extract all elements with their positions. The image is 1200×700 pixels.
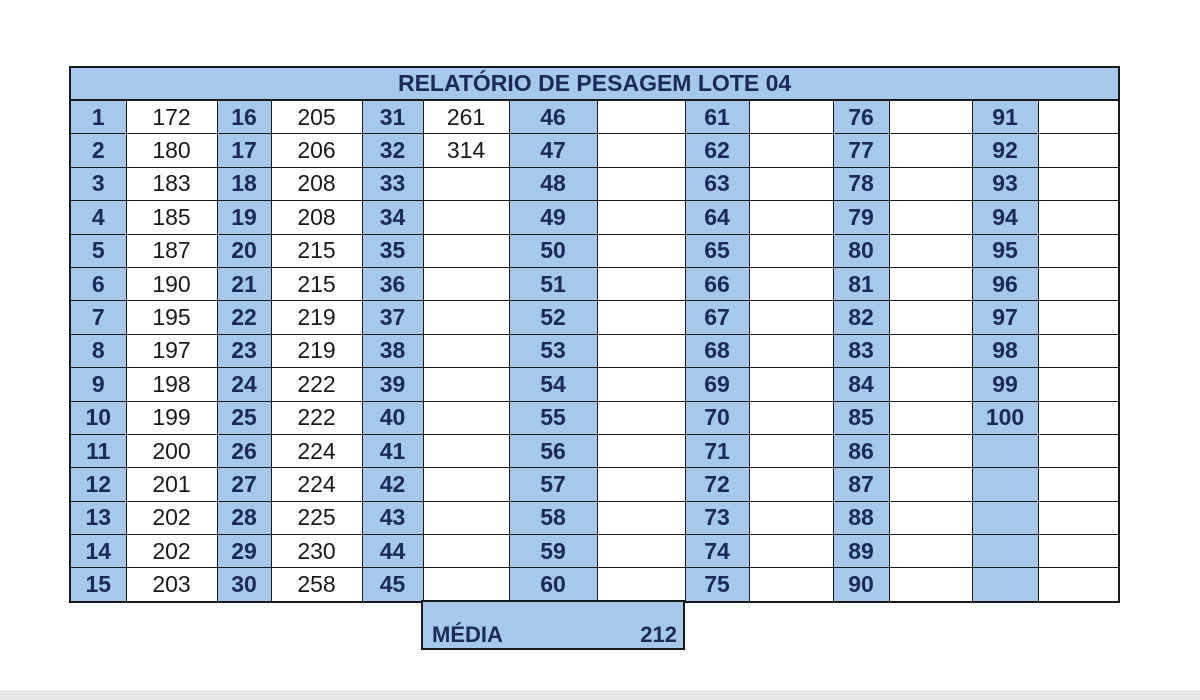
animal-number-cell: 51 xyxy=(509,267,597,300)
table-row xyxy=(70,134,1119,167)
weight-cell xyxy=(423,468,509,501)
animal-number-cell: 6 xyxy=(70,267,126,300)
animal-number-cell: 86 xyxy=(833,434,889,467)
animal-number-cell: 7 xyxy=(70,301,126,334)
weight-cell xyxy=(889,134,972,167)
weight-cell: 200 xyxy=(126,434,217,467)
weight-cell: 208 xyxy=(271,167,362,200)
animal-number-cell: 31 xyxy=(362,100,423,134)
weight-cell: 258 xyxy=(271,568,362,602)
weight-cell: 190 xyxy=(126,267,217,300)
report-title: RELATÓRIO DE PESAGEM LOTE 04 xyxy=(70,67,1119,100)
weight-cell xyxy=(889,501,972,534)
animal-number-cell: 35 xyxy=(362,234,423,267)
animal-number-cell: 70 xyxy=(685,401,749,434)
weight-cell xyxy=(1038,234,1119,267)
animal-number-cell: 28 xyxy=(217,501,271,534)
table-row xyxy=(70,334,1119,367)
weight-cell xyxy=(1038,301,1119,334)
animal-number-cell: 29 xyxy=(217,535,271,568)
weight-cell: 198 xyxy=(126,368,217,401)
average-value: 212 xyxy=(640,622,677,647)
animal-number-cell: 68 xyxy=(685,334,749,367)
weight-cell xyxy=(597,468,685,501)
weight-cell xyxy=(749,100,833,134)
animal-number-cell: 13 xyxy=(70,501,126,534)
animal-number-cell: 84 xyxy=(833,368,889,401)
animal-number-cell: 43 xyxy=(362,501,423,534)
weight-cell: 199 xyxy=(126,401,217,434)
animal-number-cell: 21 xyxy=(217,267,271,300)
weight-cell xyxy=(889,368,972,401)
animal-number-cell: 66 xyxy=(685,267,749,300)
animal-number-cell: 1 xyxy=(70,100,126,134)
animal-number-cell: 41 xyxy=(362,434,423,467)
weight-cell xyxy=(423,401,509,434)
animal-number-cell: 88 xyxy=(833,501,889,534)
animal-number-cell: 74 xyxy=(685,535,749,568)
weight-cell xyxy=(597,167,685,200)
weight-cell xyxy=(1038,368,1119,401)
animal-number-cell: 37 xyxy=(362,301,423,334)
weight-cell xyxy=(1038,201,1119,234)
weight-cell xyxy=(1038,334,1119,367)
weight-cell xyxy=(597,434,685,467)
animal-number-cell: 90 xyxy=(833,568,889,602)
weight-cell xyxy=(749,134,833,167)
weight-cell: 215 xyxy=(271,267,362,300)
weight-cell: 314 xyxy=(423,134,509,167)
weight-cell xyxy=(423,434,509,467)
animal-number-cell: 3 xyxy=(70,167,126,200)
animal-number-cell: 91 xyxy=(972,100,1038,134)
animal-number-cell: 15 xyxy=(70,568,126,602)
title-row xyxy=(70,67,1119,100)
animal-number-cell: 57 xyxy=(509,468,597,501)
table-row xyxy=(70,167,1119,200)
weight-cell: 205 xyxy=(271,100,362,134)
weight-cell xyxy=(889,267,972,300)
animal-number-cell: 9 xyxy=(70,368,126,401)
animal-number-cell: 36 xyxy=(362,267,423,300)
weight-cell xyxy=(597,100,685,134)
weight-cell xyxy=(597,301,685,334)
animal-number-cell: 62 xyxy=(685,134,749,167)
weight-cell xyxy=(889,468,972,501)
weight-cell xyxy=(889,535,972,568)
report-body xyxy=(70,67,1119,602)
animal-number-cell: 59 xyxy=(509,535,597,568)
animal-number-cell: 47 xyxy=(509,134,597,167)
table-row xyxy=(70,401,1119,434)
weight-cell xyxy=(1038,501,1119,534)
weight-cell xyxy=(749,535,833,568)
animal-number-cell: 79 xyxy=(833,201,889,234)
animal-number-cell: 63 xyxy=(685,167,749,200)
animal-number-cell: 96 xyxy=(972,267,1038,300)
animal-number-cell: 81 xyxy=(833,267,889,300)
average-box xyxy=(421,600,685,650)
animal-number-cell: 52 xyxy=(509,301,597,334)
weight-cell xyxy=(1038,134,1119,167)
weight-cell: 230 xyxy=(271,535,362,568)
weight-cell xyxy=(889,334,972,367)
weight-cell xyxy=(1038,100,1119,134)
weight-cell xyxy=(1038,434,1119,467)
animal-number-cell: 69 xyxy=(685,368,749,401)
table-row xyxy=(70,568,1119,602)
weight-cell xyxy=(889,167,972,200)
animal-number-cell: 72 xyxy=(685,468,749,501)
animal-number-cell: 95 xyxy=(972,234,1038,267)
weight-cell: 202 xyxy=(126,501,217,534)
weight-cell xyxy=(749,568,833,602)
weight-cell xyxy=(1038,535,1119,568)
animal-number-cell: 87 xyxy=(833,468,889,501)
animal-number-cell: 53 xyxy=(509,334,597,367)
animal-number-cell: 99 xyxy=(972,368,1038,401)
weight-cell xyxy=(1038,468,1119,501)
weight-cell xyxy=(749,434,833,467)
animal-number-cell: 25 xyxy=(217,401,271,434)
animal-number-cell: 27 xyxy=(217,468,271,501)
weight-cell xyxy=(749,201,833,234)
animal-number-cell: 45 xyxy=(362,568,423,602)
weight-cell: 197 xyxy=(126,334,217,367)
weight-cell xyxy=(597,535,685,568)
weight-cell xyxy=(423,301,509,334)
weight-cell xyxy=(423,368,509,401)
animal-number-cell: 50 xyxy=(509,234,597,267)
weight-cell xyxy=(423,201,509,234)
animal-number-cell: 17 xyxy=(217,134,271,167)
weight-cell xyxy=(1038,568,1119,602)
animal-number-cell: 73 xyxy=(685,501,749,534)
weight-cell xyxy=(749,501,833,534)
animal-number-cell xyxy=(972,535,1038,568)
animal-number-cell: 92 xyxy=(972,134,1038,167)
weight-cell xyxy=(749,334,833,367)
weight-cell: 202 xyxy=(126,535,217,568)
weight-cell: 219 xyxy=(271,301,362,334)
weight-cell xyxy=(1038,267,1119,300)
weight-cell xyxy=(749,301,833,334)
weight-cell: 215 xyxy=(271,234,362,267)
weight-cell xyxy=(889,401,972,434)
animal-number-cell: 42 xyxy=(362,468,423,501)
animal-number-cell: 10 xyxy=(70,401,126,434)
weight-cell xyxy=(749,368,833,401)
animal-number-cell: 98 xyxy=(972,334,1038,367)
animal-number-cell xyxy=(972,434,1038,467)
animal-number-cell: 55 xyxy=(509,401,597,434)
table-row xyxy=(70,100,1119,134)
weight-cell: 180 xyxy=(126,134,217,167)
table-row xyxy=(70,301,1119,334)
weight-cell: 222 xyxy=(271,401,362,434)
animal-number-cell: 67 xyxy=(685,301,749,334)
animal-number-cell: 19 xyxy=(217,201,271,234)
animal-number-cell: 58 xyxy=(509,501,597,534)
animal-number-cell: 83 xyxy=(833,334,889,367)
weight-cell: 222 xyxy=(271,368,362,401)
animal-number-cell: 33 xyxy=(362,167,423,200)
weight-cell xyxy=(597,568,685,602)
weight-cell xyxy=(423,568,509,602)
animal-number-cell: 64 xyxy=(685,201,749,234)
table-row xyxy=(70,267,1119,300)
weight-cell: 195 xyxy=(126,301,217,334)
animal-number-cell: 89 xyxy=(833,535,889,568)
weight-cell xyxy=(423,334,509,367)
weight-cell: 224 xyxy=(271,434,362,467)
animal-number-cell: 4 xyxy=(70,201,126,234)
weight-cell: 206 xyxy=(271,134,362,167)
weight-cell xyxy=(597,368,685,401)
bottom-strip xyxy=(0,690,1200,700)
weight-cell xyxy=(1038,401,1119,434)
animal-number-cell: 2 xyxy=(70,134,126,167)
weight-cell xyxy=(597,501,685,534)
animal-number-cell: 71 xyxy=(685,434,749,467)
weight-cell xyxy=(423,267,509,300)
animal-number-cell: 16 xyxy=(217,100,271,134)
weight-cell: 219 xyxy=(271,334,362,367)
animal-number-cell: 14 xyxy=(70,535,126,568)
weight-cell: 203 xyxy=(126,568,217,602)
animal-number-cell: 76 xyxy=(833,100,889,134)
animal-number-cell: 40 xyxy=(362,401,423,434)
table-row xyxy=(70,535,1119,568)
animal-number-cell: 78 xyxy=(833,167,889,200)
table-row xyxy=(70,468,1119,501)
weighing-report-table xyxy=(69,66,1120,603)
table-row xyxy=(70,434,1119,467)
weight-cell: 183 xyxy=(126,167,217,200)
table-row xyxy=(70,501,1119,534)
animal-number-cell: 8 xyxy=(70,334,126,367)
animal-number-cell: 48 xyxy=(509,167,597,200)
animal-number-cell: 54 xyxy=(509,368,597,401)
animal-number-cell: 49 xyxy=(509,201,597,234)
weight-cell: 187 xyxy=(126,234,217,267)
weight-cell xyxy=(889,234,972,267)
animal-number-cell: 12 xyxy=(70,468,126,501)
weight-cell xyxy=(889,434,972,467)
animal-number-cell: 18 xyxy=(217,167,271,200)
weight-cell: 172 xyxy=(126,100,217,134)
weight-cell: 225 xyxy=(271,501,362,534)
weight-cell xyxy=(889,568,972,602)
animal-number-cell: 60 xyxy=(509,568,597,602)
animal-number-cell: 82 xyxy=(833,301,889,334)
weight-cell xyxy=(597,267,685,300)
animal-number-cell: 80 xyxy=(833,234,889,267)
weight-cell xyxy=(597,201,685,234)
weight-cell xyxy=(889,201,972,234)
animal-number-cell: 93 xyxy=(972,167,1038,200)
animal-number-cell: 61 xyxy=(685,100,749,134)
animal-number-cell: 24 xyxy=(217,368,271,401)
weight-cell xyxy=(749,468,833,501)
weight-cell xyxy=(423,234,509,267)
animal-number-cell: 100 xyxy=(972,401,1038,434)
weight-cell xyxy=(597,134,685,167)
weight-cell xyxy=(423,501,509,534)
animal-number-cell: 46 xyxy=(509,100,597,134)
animal-number-cell xyxy=(972,501,1038,534)
weight-cell: 185 xyxy=(126,201,217,234)
average-label: MÉDIA xyxy=(432,622,503,647)
weight-cell: 224 xyxy=(271,468,362,501)
weight-cell xyxy=(749,167,833,200)
animal-number-cell: 11 xyxy=(70,434,126,467)
animal-number-cell: 34 xyxy=(362,201,423,234)
animal-number-cell: 23 xyxy=(217,334,271,367)
weight-cell xyxy=(597,234,685,267)
weight-cell xyxy=(749,267,833,300)
weight-cell xyxy=(597,334,685,367)
weight-cell xyxy=(423,535,509,568)
weight-cell xyxy=(889,100,972,134)
animal-number-cell: 77 xyxy=(833,134,889,167)
weight-cell xyxy=(749,234,833,267)
animal-number-cell: 56 xyxy=(509,434,597,467)
table-row xyxy=(70,201,1119,234)
animal-number-cell: 38 xyxy=(362,334,423,367)
animal-number-cell: 20 xyxy=(217,234,271,267)
animal-number-cell: 5 xyxy=(70,234,126,267)
animal-number-cell: 94 xyxy=(972,201,1038,234)
animal-number-cell: 26 xyxy=(217,434,271,467)
weight-cell xyxy=(889,301,972,334)
animal-number-cell: 65 xyxy=(685,234,749,267)
weight-cell xyxy=(1038,167,1119,200)
weight-cell xyxy=(423,167,509,200)
weight-cell xyxy=(749,401,833,434)
table-row xyxy=(70,368,1119,401)
animal-number-cell: 85 xyxy=(833,401,889,434)
animal-number-cell: 44 xyxy=(362,535,423,568)
weight-cell xyxy=(597,401,685,434)
animal-number-cell xyxy=(972,568,1038,602)
animal-number-cell xyxy=(972,468,1038,501)
animal-number-cell: 22 xyxy=(217,301,271,334)
animal-number-cell: 75 xyxy=(685,568,749,602)
weight-cell: 201 xyxy=(126,468,217,501)
animal-number-cell: 39 xyxy=(362,368,423,401)
animal-number-cell: 30 xyxy=(217,568,271,602)
table-row xyxy=(70,234,1119,267)
weight-cell: 208 xyxy=(271,201,362,234)
weight-cell: 261 xyxy=(423,100,509,134)
animal-number-cell: 97 xyxy=(972,301,1038,334)
animal-number-cell: 32 xyxy=(362,134,423,167)
